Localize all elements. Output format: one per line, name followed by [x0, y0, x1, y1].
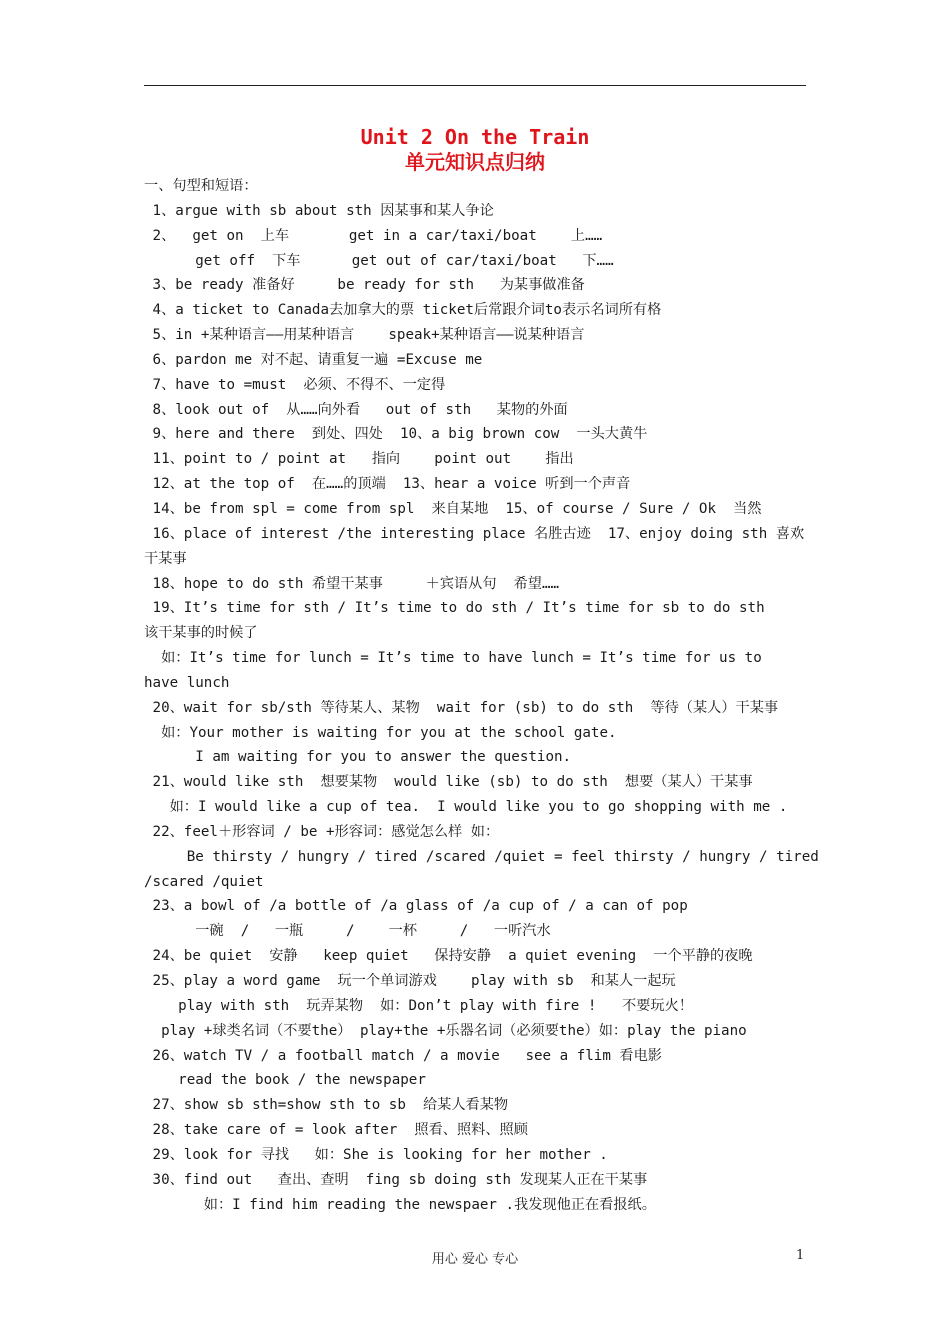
note-line: 12、at the top of 在……的顶端 13、hear a voice 听到一个声音 — [144, 476, 631, 493]
note-line: 7、have to =must 必须、不得不、一定得 — [144, 376, 446, 393]
note-line: 16、place of interest /the interesting place 名胜古迹 17、enjoy doing sth 喜欢 — [144, 525, 805, 542]
note-line: Be thirsty / hungry / tired /scared /quiet = feel thirsty / hungry / tired — [144, 848, 819, 865]
note-line: play with sth 玩弄某物 如：Don’t play with fire ! 不要玩火！ — [144, 997, 693, 1014]
note-line: 25、play a word game 玩一个单词游戏 play with sb 和某人一起玩 — [144, 973, 676, 989]
note-line: 5、in +某种语言——用某种语言 speak+某种语言——说某种语言 — [144, 327, 585, 344]
note-line: 4、a ticket to Canada去加拿大的票 ticket后常跟介词to表示名词所有格 — [144, 302, 662, 319]
note-line: 14、be from spl = come from spl 来自某地 15、of course / Sure / Ok 当然 — [144, 500, 762, 517]
page-subtitle: 单元知识点归纳 — [405, 150, 545, 174]
note-line: 11、point to / point at 指向 point out 指出 — [144, 451, 574, 468]
note-line: 3、be ready 准备好 be ready for sth 为某事做准备 — [144, 277, 585, 294]
notes-body — [144, 174, 819, 1217]
page-number: 1 — [796, 1248, 805, 1263]
note-line: 干某事 — [144, 550, 187, 567]
note-line: 2、 get on 上车 get in a car/taxi/boat 上…… — [144, 227, 603, 244]
note-line: 22、feel＋形容词 / be +形容词：感觉怎么样 如： — [144, 823, 500, 840]
note-line: 如：I would like a cup of tea. I would like you to go shopping with me . — [144, 799, 788, 816]
note-line: 6、pardon me 对不起、请重复一遍 =Excuse me — [144, 351, 483, 368]
note-line: 9、here and there 到处、四处 10、a big brown cow 一头大黄牛 — [144, 426, 648, 443]
note-line: have lunch — [144, 674, 230, 691]
note-line: 如：I find him reading the newspaer .我发现他正在看报纸。 — [144, 1196, 656, 1213]
note-line: I am waiting for you to answer the question. — [144, 749, 572, 766]
note-line: 24、be quiet 安静 keep quiet 保持安静 a quiet evening 一个平静的夜晚 — [144, 948, 753, 965]
note-line: 如：It’s time for lunch = It’s time to have lunch = It’s time for us to — [144, 650, 762, 667]
note-line: 30、find out 查出、查明 fing sb doing sth 发现某人正在干某事 — [144, 1171, 648, 1188]
note-line: 27、show sb sth=show sth to sb 给某人看某物 — [144, 1097, 509, 1114]
note-line: 23、a bowl of /a bottle of /a glass of /a cup of / a can of pop — [144, 898, 688, 915]
note-line: 如：Your mother is waiting for you at the school gate. — [144, 724, 617, 741]
note-line: 一、句型和短语： — [144, 178, 258, 194]
note-line: 26、watch TV / a football match / a movie see a flim 看电影 — [144, 1047, 662, 1064]
note-line: 一碗 / 一瓶 / 一杯 / 一听汽水 — [144, 923, 551, 940]
header-rule — [144, 85, 806, 86]
note-line: get off 下车 get out of car/taxi/boat 下…… — [144, 252, 614, 269]
page-title: Unit 2 On the Train — [360, 125, 590, 149]
note-line: 1、argue with sb about sth 因某事和某人争论 — [144, 202, 494, 219]
note-line: 18、hope to do sth 希望干某事 ＋宾语从句 希望…… — [144, 575, 560, 592]
note-line: 28、take care of = look after 照看、照料、照顾 — [144, 1122, 528, 1139]
note-line: 21、would like sth 想要某物 would like (sb) to do sth 想要（某人）干某事 — [144, 774, 753, 791]
note-line: /scared /quiet — [144, 873, 264, 890]
note-line: 8、look out of 从……向外看 out of sth 某物的外面 — [144, 401, 568, 418]
note-line: 20、wait for sb/sth 等待某人、某物 wait for (sb) to do sth 等待（某人）干某事 — [144, 699, 779, 716]
note-line: 该干某事的时候了 — [144, 625, 258, 642]
note-line: read the book / the newspaper — [144, 1072, 426, 1089]
note-line: 19、It’s time for sth / It’s time to do sth / It’s time for sb to do sth — [144, 600, 765, 617]
page-footer: 用心 爱心 专心 — [431, 1252, 519, 1267]
note-line: 29、look for 寻找 如：She is looking for her mother . — [144, 1146, 608, 1163]
note-line: play +球类名词（不要the） play+the +乐器名词（必须要the）如：play the piano — [144, 1022, 747, 1039]
